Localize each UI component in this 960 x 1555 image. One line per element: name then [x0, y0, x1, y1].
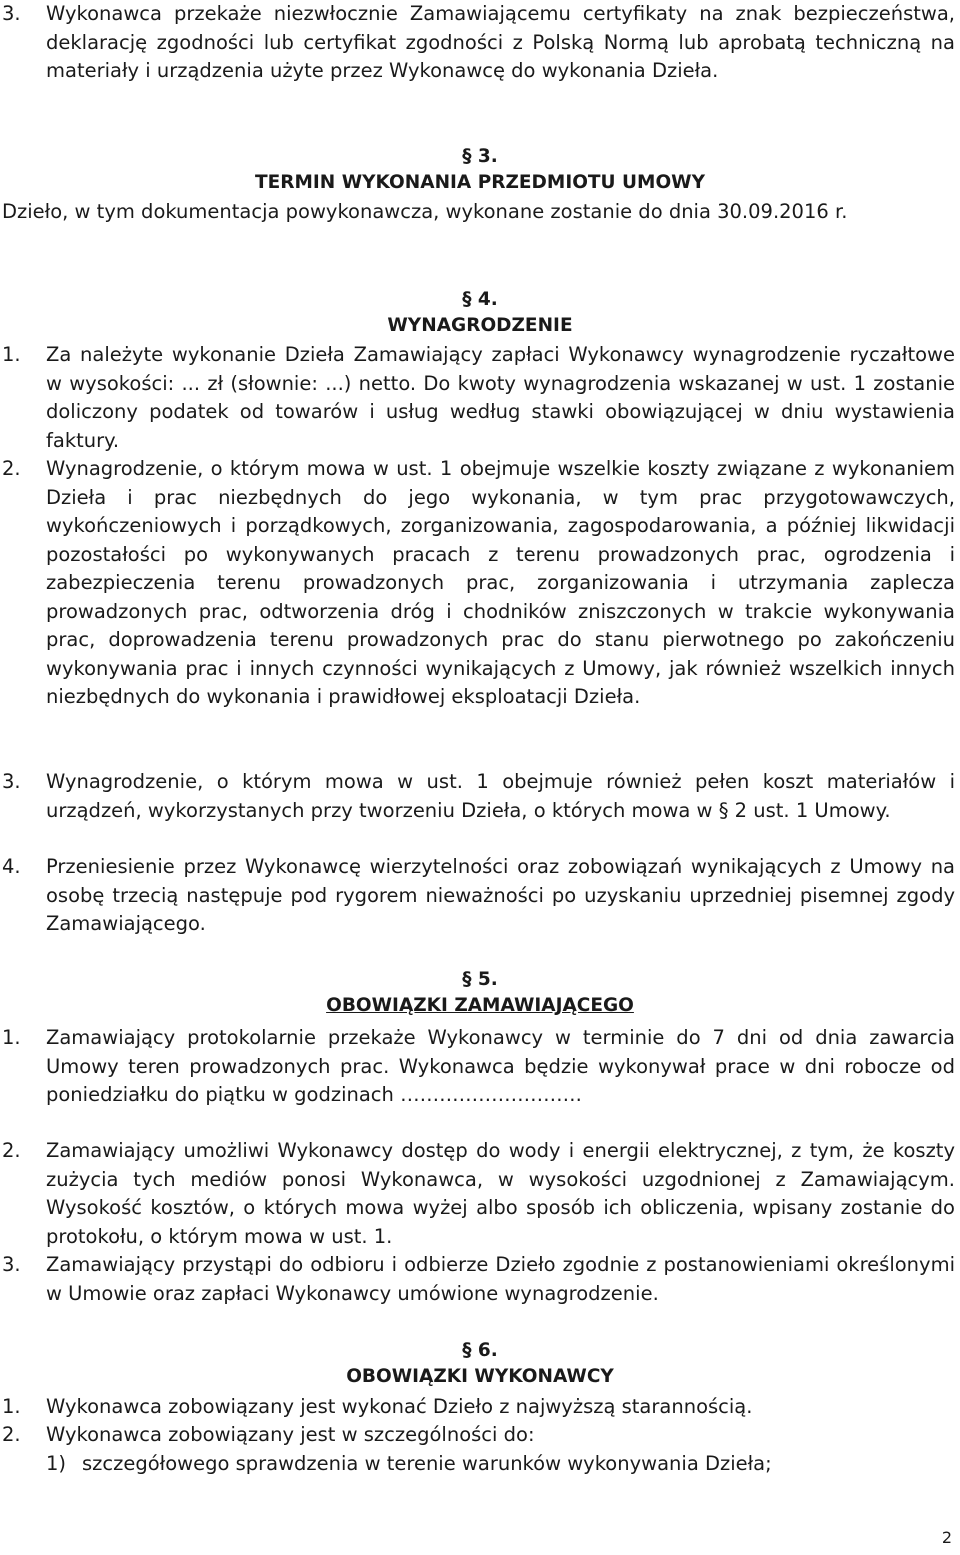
section-number: § 5. [462, 969, 498, 990]
item-number: 3. [2, 770, 21, 793]
item-number: 1. [2, 1395, 21, 1418]
item-number: 1. [2, 1026, 21, 1049]
sub-list-item [46, 1450, 955, 1479]
item-text: Zamawiający przystąpi do odbioru i odbierze Dzieło zgodnie z postanowieniami określonymi w Umowie oraz zapłaci Wykonawcy umówione wynagrodzenie. [46, 1253, 955, 1305]
section-title: OBOWIĄZKI ZAMAWIAJĄCEGO [326, 995, 634, 1016]
item-text: Zamawiający protokolarnie przekaże Wykonawcy w terminie do 7 dni od dnia zawarcia Umowy teren prowadzonych prac. Wykonawca będzie wykonywał prace w dni robocze od poniedziałku do piątku w godzinach ………………………. [46, 1026, 955, 1106]
item-text: Wynagrodzenie, o którym mowa w ust. 1 obejmuje również pełen koszt materiałów i urządzeń, wykorzystanych przy tworzeniu Dzieła, o których mowa w § 2 ust. 1 Umowy. [46, 770, 955, 822]
item-number: 2. [2, 1139, 21, 1162]
section-number: § 6. [462, 1340, 498, 1361]
item-text: Za należyte wykonanie Dzieła Zamawiający zapłaci Wykonawcy wynagrodzenie ryczałtowe w wysokości: ... zł (słownie: ...) netto. Do kwoty wynagrodzenia wskazanej w ust. 1 zostanie doliczony podatek od towarów i usług według stawki obowiązującej w dniu wystawienia faktury. [46, 343, 955, 452]
item-number: 3. [2, 2, 21, 25]
section-title: WYNAGRODZENIE [387, 315, 573, 336]
list-item [0, 853, 955, 939]
item-number: 4. [2, 855, 21, 878]
sub-item-text: szczegółowego sprawdzenia w terenie warunków wykonywania Dzieła; [82, 1452, 772, 1475]
section-number: § 3. [462, 146, 498, 167]
list-item [0, 1251, 955, 1308]
paragraph: Dzieło, w tym dokumentacja powykonawcza, wykonane zostanie do dnia 30.09.2016 r. [2, 200, 848, 223]
item-text: Przeniesienie przez Wykonawcę wierzytelności oraz zobowiązań wynikających z Umowy na osobę trzecią następuje pod rygorem nieważności po uzyskaniu uprzedniej pisemnej zgody Zamawiającego. [46, 855, 955, 935]
item-text: Wynagrodzenie, o którym mowa w ust. 1 obejmuje wszelkie koszty związane z wykonaniem Dzieła i prac niezbędnych do jego wykonania, w tym prac przygotowawczych, wykończeniowych i porządkowych, zorganizowania, zagospodarowania, a później likwidacji pozostałości po wykonywanych pracach z terenu prowadzonych prac, ogrodzenia i zabezpieczenia terenu prowadzonych prac, zorganizowania i utrzymania zaplecza prowadzonych prac, odtworzenia dróg i chodników zniszczonych w trakcie wykonywania prac, doprowadzenia terenu prowadzonych prac do stanu pierwotnego po zakończeniu wykonywania prac i innych czynności wynikających z Umowy, jak również wszelkich innych niezbędnych do wykonania i prawidłowej eksploatacji Dzieła. [46, 457, 955, 708]
section-heading [0, 287, 960, 339]
list-item [0, 341, 955, 455]
list-item [0, 455, 955, 712]
section-heading [0, 144, 960, 196]
section-heading [0, 967, 960, 1019]
item-number: 2. [2, 457, 21, 480]
item-text: Zamawiający umożliwi Wykonawcy dostęp do wody i energii elektrycznej, z tym, że koszty zużycia tych mediów ponosi Wykonawca, w wysokości uzgodnionej z Zamawiającym. Wysokość kosztów, o których mowa wyżej albo sposób ich obliczenia, wpisany zostanie do protokołu, o którym mowa w ust. 1. [46, 1139, 955, 1248]
list-item [0, 1137, 955, 1251]
list-item [0, 1421, 955, 1450]
sub-item-number: 1) [46, 1452, 67, 1475]
section-heading [0, 1338, 960, 1390]
item-text: Wykonawca zobowiązany jest w szczególności do: [46, 1423, 535, 1446]
item-text: Wykonawca przekaże niezwłocznie Zamawiającemu certyfikaty na znak bezpieczeństwa, deklarację zgodności lub certyfikat zgodności z Polską Normą lub aprobatą techniczną na materiały i urządzenia użyte przez Wykonawcę do wykonania Dzieła. [46, 2, 955, 82]
list-item [0, 1024, 955, 1110]
item-text: Wykonawca zobowiązany jest wykonać Dzieło z najwyższą starannością. [46, 1395, 753, 1418]
page-number: 2 [941, 1528, 952, 1547]
list-item [0, 0, 955, 86]
item-number: 1. [2, 343, 21, 366]
section-title: OBOWIĄZKI WYKONAWCY [346, 1366, 614, 1387]
item-number: 3. [2, 1253, 21, 1276]
item-number: 2. [2, 1423, 21, 1446]
list-item [0, 1393, 955, 1422]
section-title: TERMIN WYKONANIA PRZEDMIOTU UMOWY [255, 172, 705, 193]
section-number: § 4. [462, 289, 498, 310]
list-item [0, 768, 955, 825]
